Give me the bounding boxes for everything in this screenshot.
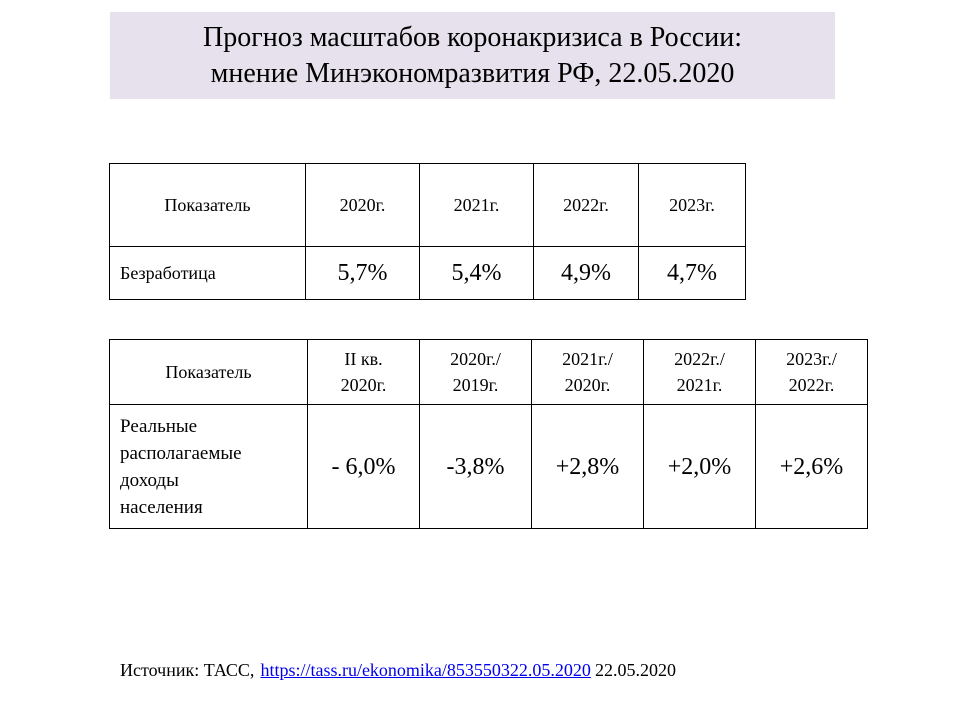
header-cell: Показатель — [110, 340, 308, 405]
value-cell: - 6,0% — [308, 405, 420, 529]
header-line: II кв. — [344, 349, 383, 369]
row-label — [110, 405, 308, 529]
unemployment-table — [109, 163, 746, 300]
header-cell: 2022г. — [534, 164, 639, 247]
value-cell: 4,7% — [639, 247, 746, 300]
table-row — [110, 405, 868, 529]
header-line: 2020г./ — [450, 349, 501, 369]
header-cell: 2021г. — [420, 164, 534, 247]
title-line-2: мнение Минэкономразвития РФ, 22.05.2020 — [210, 57, 735, 89]
table-header-row — [110, 164, 746, 247]
table-header-row — [110, 340, 868, 405]
header-line: 2021г./ — [562, 349, 613, 369]
source-link[interactable]: https://tass.ru/ekonomika/853550322.05.2020 — [260, 660, 591, 680]
header-cell — [532, 340, 644, 405]
header-cell — [308, 340, 420, 405]
header-cell: 2023г. — [639, 164, 746, 247]
value-cell: 5,7% — [306, 247, 420, 300]
header-cell: 2020г. — [306, 164, 420, 247]
source-prefix: Источник: ТАСС, — [120, 660, 255, 680]
value-cell: -3,8% — [420, 405, 532, 529]
header-cell — [420, 340, 532, 405]
value-cell: +2,8% — [532, 405, 644, 529]
row-label-line: Реальные — [120, 415, 198, 437]
value-cell: +2,6% — [756, 405, 868, 529]
header-line: 2022г./ — [674, 349, 725, 369]
row-label-line: доходы — [120, 469, 179, 491]
income-table — [109, 339, 868, 529]
row-label: Безработица — [110, 247, 306, 300]
header-line: 2019г. — [452, 375, 499, 395]
row-label-line: населения — [120, 496, 203, 518]
value-cell: 5,4% — [420, 247, 534, 300]
header-line: 2023г./ — [786, 349, 837, 369]
header-cell — [756, 340, 868, 405]
header-line: 2020г. — [564, 375, 611, 395]
header-line: 2022г. — [788, 375, 835, 395]
table-row — [110, 247, 746, 300]
slide-title — [110, 12, 835, 99]
row-label-line: располагаемые — [120, 442, 242, 464]
source-note — [120, 660, 676, 681]
title-line-1: Прогноз масштабов коронакризиса в России: — [203, 21, 742, 53]
header-line: 2020г. — [340, 375, 387, 395]
header-cell — [644, 340, 756, 405]
header-line: 2021г. — [676, 375, 723, 395]
value-cell: +2,0% — [644, 405, 756, 529]
value-cell: 4,9% — [534, 247, 639, 300]
source-date: 22.05.2020 — [594, 660, 676, 680]
header-cell: Показатель — [110, 164, 306, 247]
